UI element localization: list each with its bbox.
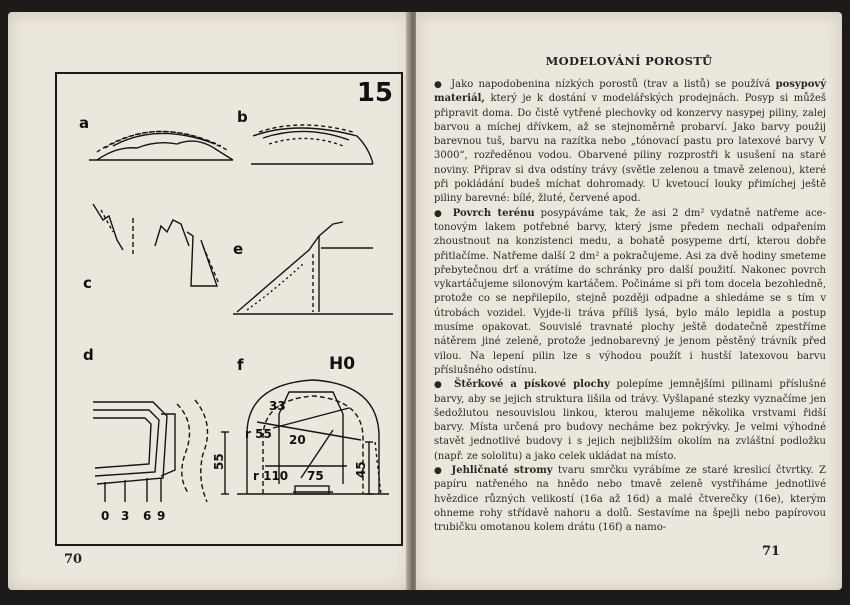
figure-15-frame (55, 72, 403, 546)
drawing-b-hill (251, 125, 373, 164)
panel-label-a: a (79, 114, 90, 132)
bullet-icon: ● (434, 466, 445, 477)
body-text (434, 78, 826, 536)
paragraph-sterkove-plochy: ● Štěrkové a pískové plochy polepíme jemnějšími pilinami příslušné barvy, aby se jejich struktura lišila od trávy. Vyšlapané stezky vyznačíme jen šedožlutou nesouvislou linkou, kterou malujeme několika vrstvami řidší barvy. Místa určená pro budovy necháme bez pokrývky. Je velmi výhodné stavět jednotlivé budovy i s jejich nejbližším okolím na zvláštní podložku (např. ze sololitu) a jako celek ukládat na místo. (434, 379, 826, 462)
right-page (416, 12, 842, 590)
term-jehlicnate-stromy: Jehličnaté stromy (451, 465, 553, 477)
drawing-a-hill (89, 131, 233, 160)
panel-label-b: b (237, 108, 248, 126)
running-head: MODELOVÁNÍ POROSTŮ (545, 54, 713, 68)
scale-label-6: 6 (143, 509, 152, 523)
dim-20: 20 (289, 433, 306, 447)
drawing-d-profile (93, 400, 208, 502)
dim-r55: r 55 (245, 427, 272, 441)
drawing-e-embankment (233, 222, 393, 314)
drawing-c-cliffs (93, 204, 219, 286)
panel-label-ho: H0 (329, 354, 356, 374)
term-posypovy-material: posypový materiál, (434, 79, 827, 105)
dim-75: 75 (307, 469, 324, 483)
dim-h45: 45 (354, 461, 368, 478)
paragraph-povrch-terenu: ● Povrch terénu posypáváme tak, že asi 2 dm² vydatně natřeme acetonovým lakem potřebné barvy, který jsme předem nechali odpařením zhoustnout na konzistenci medu, a bohatě posypeme drtí, kterou dobře přitlačíme. Natřeme další 2 dm² a pokračujeme. Asi za dvě hodiny smeteme přebytečnou drť a vrátíme do schránky pro další použití. Nakonec povrch vykartáčujeme silonovým kartáčem. Počináme si při tom docela bezohledně, protože co se nepřilepilo, stejně později odpadne a shledáme se s tím v útrobách vozidel. Vyjde-li tráva příliš lysá, bylo málo lepidla a postup musíme opakovat. Souvislé travnaté plochy ještě dodatečně zpestříme nátěrem jiné zeleně, protože jednobarevný je jenom pěstěný trávník před vilou. Na lepení pilin lze s výhodou použít i hustší latexovou barvu příslušného odstínu. (434, 207, 826, 376)
scale-label-9: 9 (157, 509, 166, 523)
page-number-right: 71 (762, 544, 781, 559)
bullet-icon: ● (434, 80, 444, 90)
bullet-icon: ● (434, 208, 445, 219)
panel-label-f: f (237, 356, 244, 374)
scale-label-3: 3 (121, 509, 130, 523)
figure-number: 15 (356, 78, 393, 108)
scale-label-0: 0 (101, 509, 110, 523)
bullet-icon: ● (434, 380, 446, 391)
dim-h55: 55 (212, 453, 226, 470)
dim-r33: 33 (269, 399, 286, 413)
panel-label-e: e (233, 240, 244, 258)
panel-label-d: d (83, 346, 94, 364)
dim-r110: r 110 (253, 469, 289, 483)
technical-drawings (57, 74, 401, 544)
paragraph-jehlicnate-stromy: ● Jehličnaté stromy tvaru smrčku vyrábíme ze staré kreslicí čtvrtky. Z papíru natřeného na hnědo nebo tmavě zeleně vystřiháme jednotlivé hvězdice různých velikostí (16a až 16d) a malé čtverečky (16e), kterým ohneme rohy střídavě nahoru a dolů. Sestavíme na špejli nebo papírovou trubičku omotanou kolem drátu (16f) a namo- (434, 465, 826, 534)
panel-label-c: c (83, 274, 92, 292)
page-number-left: 70 (64, 552, 83, 567)
paragraph-posyp: ● Jako napodobenina nízkých porostů (trav a listů) se používá posypový materiál, který je k dostání v modelářských prodejnách. Posyp si můžeš připravit doma. Do čistě vytřené plechovky od konzervy nasypej piliny, zalej barvou a míchej dřívkem, až se stejnoměrně probarví. Jako barvy použij barevnou tuš, barvu na razítka nebo „tónovací pastu pro latexové barvy V 3000“, rozředěnou vodou. Obarvené piliny rozprostři k usušení na staré noviny. Připrav si dva odstíny trávy (světle zelenou a tmavě zelenou), které při pokládání budeš míchat dohromady. U kvetoucí louky přimíchej ještě piliny barevné: bílé, žluté, červené apod. (434, 79, 827, 205)
term-sterkove-plochy: Štěrkové a pískové plochy (454, 379, 610, 391)
left-page (8, 12, 410, 590)
term-povrch-terenu: Povrch terénu (452, 207, 535, 219)
